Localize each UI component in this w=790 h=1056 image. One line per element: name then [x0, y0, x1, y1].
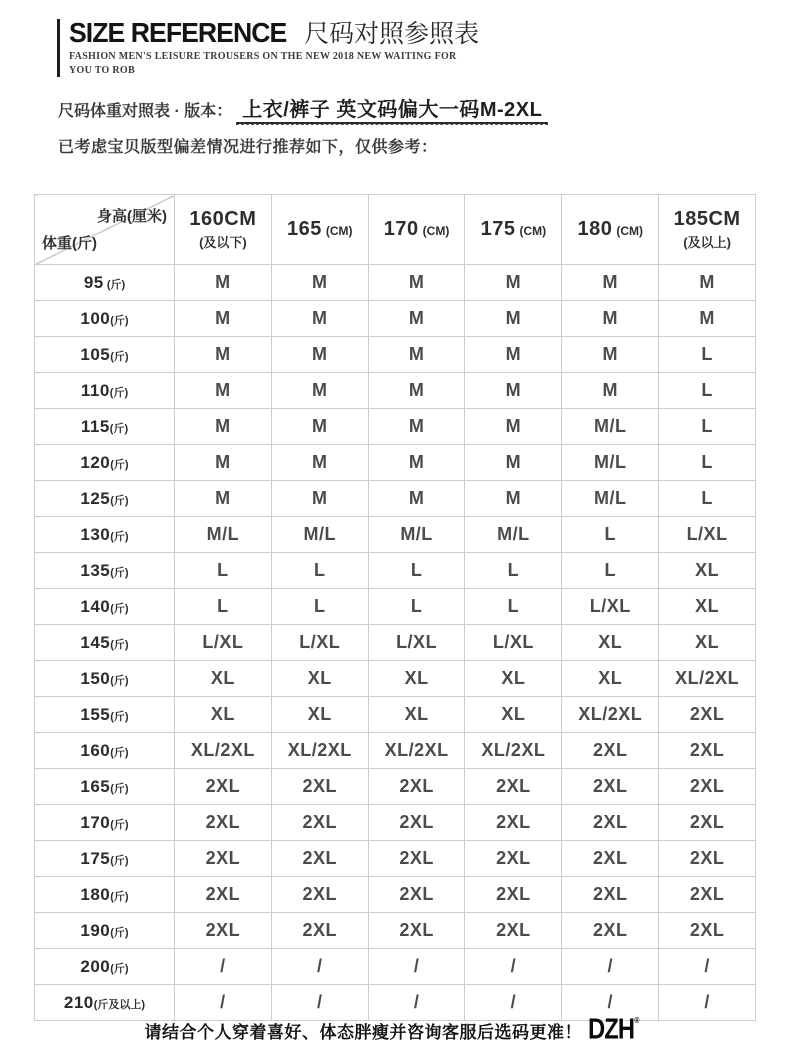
size-cell: L — [659, 445, 756, 481]
size-cell: 2XL — [465, 877, 562, 913]
subtitle-line-1: FASHION MEN'S LEISURE TROUSERS ON THE NEW 2018 NEW WAITING FOR — [69, 51, 457, 62]
size-cell: M/L — [562, 481, 659, 517]
size-cell: M — [562, 301, 659, 337]
weight-label: 200(斤) — [35, 949, 175, 985]
table-row — [35, 913, 756, 949]
size-cell: M — [271, 409, 368, 445]
size-cell: 2XL — [368, 913, 465, 949]
size-cell: L — [465, 589, 562, 625]
size-cell: M/L — [175, 517, 272, 553]
size-cell: 2XL — [175, 805, 272, 841]
weight-label: 110(斤) — [35, 373, 175, 409]
footer-note: 请结合个人穿着喜好、体态胖瘦并咨询客服后选码更准！ — [144, 1023, 583, 1042]
size-cell: M — [368, 409, 465, 445]
size-cell: XL — [271, 697, 368, 733]
size-cell: L/XL — [562, 589, 659, 625]
height-column-header: 175 (CM) — [465, 195, 562, 265]
size-cell: XL — [368, 697, 465, 733]
page-title-cn: 尺码对照参照表 — [304, 20, 480, 48]
size-cell: XL — [271, 661, 368, 697]
size-cell: / — [562, 985, 659, 1021]
page-title-en: SIZE REFERENCE — [69, 17, 287, 48]
size-cell: XL/2XL — [368, 733, 465, 769]
size-cell: 2XL — [465, 841, 562, 877]
size-cell: 2XL — [465, 805, 562, 841]
size-cell: M — [659, 301, 756, 337]
size-cell: XL — [368, 661, 465, 697]
size-cell: 2XL — [271, 877, 368, 913]
size-cell: L — [271, 589, 368, 625]
size-cell: M — [271, 337, 368, 373]
size-cell: 2XL — [562, 841, 659, 877]
height-column-header: 180 (CM) — [562, 195, 659, 265]
size-cell: / — [368, 949, 465, 985]
table-row — [35, 265, 756, 301]
size-cell: M — [271, 445, 368, 481]
size-cell: 2XL — [368, 877, 465, 913]
weight-label: 160(斤) — [35, 733, 175, 769]
size-cell: M — [465, 373, 562, 409]
size-cell: / — [465, 949, 562, 985]
size-cell: M — [562, 373, 659, 409]
size-cell: M/L — [562, 409, 659, 445]
weight-label: 100(斤) — [35, 301, 175, 337]
size-cell: XL — [659, 589, 756, 625]
weight-label: 145(斤) — [35, 625, 175, 661]
size-cell: / — [465, 985, 562, 1021]
weight-label: 210(斤及以上) — [35, 985, 175, 1021]
table-row — [35, 373, 756, 409]
size-cell: L — [175, 553, 272, 589]
weight-label: 175(斤) — [35, 841, 175, 877]
height-column-header: 185CM (及以上) — [659, 195, 756, 265]
size-cell: L/XL — [175, 625, 272, 661]
size-cell: 2XL — [368, 769, 465, 805]
table-row — [35, 301, 756, 337]
size-cell: XL/2XL — [465, 733, 562, 769]
registered-mark: ® — [634, 1015, 639, 1025]
size-cell: XL — [465, 697, 562, 733]
weight-label: 135(斤) — [35, 553, 175, 589]
table-row — [35, 769, 756, 805]
size-cell: M — [659, 265, 756, 301]
version-value-underline — [236, 93, 548, 125]
size-cell: 2XL — [659, 841, 756, 877]
size-cell: XL/2XL — [271, 733, 368, 769]
size-cell: M — [271, 481, 368, 517]
version-value: 上衣/裤子 英文码偏大一码M-2XL — [236, 99, 548, 124]
height-column-header: 165 (CM) — [271, 195, 368, 265]
size-cell: M — [175, 301, 272, 337]
size-cell: L — [659, 481, 756, 517]
corner-cell — [35, 195, 175, 265]
size-cell: XL — [562, 625, 659, 661]
height-column-header: 160CM (及以下) — [175, 195, 272, 265]
size-cell: M — [271, 373, 368, 409]
size-cell: XL — [175, 697, 272, 733]
size-cell: 2XL — [368, 805, 465, 841]
size-cell: L/XL — [271, 625, 368, 661]
size-cell: M — [562, 265, 659, 301]
footer — [0, 1015, 790, 1046]
size-cell: 2XL — [271, 841, 368, 877]
size-cell: M — [368, 445, 465, 481]
size-cell: 2XL — [659, 769, 756, 805]
corner-weight-label: 体重(斤) — [42, 235, 97, 252]
size-cell: 2XL — [562, 805, 659, 841]
table-row — [35, 409, 756, 445]
table-row — [35, 697, 756, 733]
size-cell: L — [659, 337, 756, 373]
size-cell: / — [175, 949, 272, 985]
table-row — [35, 337, 756, 373]
table-row — [35, 553, 756, 589]
size-cell: M/L — [368, 517, 465, 553]
subtitle-line-2: YOU TO ROB — [69, 64, 135, 76]
size-cell: M/L — [465, 517, 562, 553]
size-cell: M — [175, 265, 272, 301]
size-cell: M — [175, 445, 272, 481]
size-cell: L — [271, 553, 368, 589]
size-cell: M — [562, 337, 659, 373]
weight-label: 130(斤) — [35, 517, 175, 553]
size-cell: M — [271, 265, 368, 301]
size-cell: 2XL — [465, 913, 562, 949]
weight-label: 170(斤) — [35, 805, 175, 841]
table-row — [35, 661, 756, 697]
weight-label: 120(斤) — [35, 445, 175, 481]
table-header-row — [35, 195, 756, 265]
size-cell: L/XL — [659, 517, 756, 553]
size-cell: L — [465, 553, 562, 589]
size-cell: M — [368, 301, 465, 337]
size-cell: / — [271, 949, 368, 985]
size-cell: L — [175, 589, 272, 625]
size-cell: M — [465, 301, 562, 337]
size-cell: 2XL — [465, 769, 562, 805]
size-cell: M — [368, 481, 465, 517]
size-cell: 2XL — [659, 733, 756, 769]
size-cell: XL/2XL — [175, 733, 272, 769]
size-cell: 2XL — [562, 913, 659, 949]
weight-label: 115(斤) — [35, 409, 175, 445]
size-cell: XL/2XL — [659, 661, 756, 697]
size-cell: / — [659, 949, 756, 985]
size-cell: 2XL — [659, 913, 756, 949]
size-cell: L — [659, 409, 756, 445]
size-cell: 2XL — [368, 841, 465, 877]
size-cell: / — [368, 985, 465, 1021]
weight-label: 155(斤) — [35, 697, 175, 733]
table-row — [35, 589, 756, 625]
size-cell: XL — [562, 661, 659, 697]
weight-label: 165(斤) — [35, 769, 175, 805]
size-cell: M — [368, 337, 465, 373]
corner-height-label: 身高(厘米) — [97, 208, 167, 225]
weight-label: 180(斤) — [35, 877, 175, 913]
version-line — [58, 93, 790, 125]
size-cell: 2XL — [271, 913, 368, 949]
table-row — [35, 445, 756, 481]
size-cell: 2XL — [175, 913, 272, 949]
size-cell: XL — [659, 625, 756, 661]
page-title — [69, 19, 479, 47]
size-cell: 2XL — [659, 877, 756, 913]
table-row — [35, 625, 756, 661]
size-cell: M — [175, 409, 272, 445]
size-cell: 2XL — [659, 697, 756, 733]
size-cell: XL — [465, 661, 562, 697]
size-cell: / — [175, 985, 272, 1021]
size-cell: 2XL — [175, 841, 272, 877]
size-cell: M — [368, 265, 465, 301]
table-row — [35, 481, 756, 517]
weight-label: 140(斤) — [35, 589, 175, 625]
size-cell: M — [465, 481, 562, 517]
size-cell: 2XL — [659, 805, 756, 841]
table-row — [35, 517, 756, 553]
size-cell: XL/2XL — [562, 697, 659, 733]
weight-label: 105(斤) — [35, 337, 175, 373]
page-subtitle — [69, 50, 479, 77]
size-cell: XL — [175, 661, 272, 697]
size-cell: M — [465, 445, 562, 481]
size-cell: / — [659, 985, 756, 1021]
size-cell: L — [562, 553, 659, 589]
size-cell: 2XL — [562, 733, 659, 769]
size-cell: 2XL — [175, 877, 272, 913]
size-cell: M — [271, 301, 368, 337]
height-column-header: 170 (CM) — [368, 195, 465, 265]
brand-logo: DZH® — [588, 1013, 639, 1045]
size-cell: 2XL — [271, 805, 368, 841]
title-accent-bar — [57, 19, 60, 77]
version-label: 尺码体重对照表 · 版本： — [58, 103, 233, 120]
size-cell: M — [175, 481, 272, 517]
weight-label: 150(斤) — [35, 661, 175, 697]
size-cell: L/XL — [465, 625, 562, 661]
size-cell: 2XL — [175, 769, 272, 805]
size-cell: 2XL — [271, 769, 368, 805]
title-text-group — [69, 19, 479, 77]
size-reference-table — [34, 194, 756, 1021]
size-cell: M — [175, 337, 272, 373]
size-cell: XL — [659, 553, 756, 589]
size-cell: L — [562, 517, 659, 553]
size-cell: L — [368, 553, 465, 589]
weight-label: 95 (斤) — [35, 265, 175, 301]
table-row — [35, 733, 756, 769]
size-cell: L/XL — [368, 625, 465, 661]
size-cell: / — [271, 985, 368, 1021]
weight-label: 125(斤) — [35, 481, 175, 517]
recommendation-note: 已考虑宝贝版型偏差情况进行推荐如下，仅供参考： — [58, 139, 438, 156]
table-row — [35, 949, 756, 985]
size-cell: M/L — [271, 517, 368, 553]
size-cell: / — [562, 949, 659, 985]
size-cell: M — [368, 373, 465, 409]
size-cell: M — [465, 409, 562, 445]
size-cell: M — [175, 373, 272, 409]
size-cell: L — [368, 589, 465, 625]
size-cell: L — [659, 373, 756, 409]
table-row — [35, 805, 756, 841]
size-cell: 2XL — [562, 769, 659, 805]
header — [57, 19, 790, 77]
weight-label: 190(斤) — [35, 913, 175, 949]
size-cell: M — [465, 265, 562, 301]
size-cell: M/L — [562, 445, 659, 481]
table-row — [35, 877, 756, 913]
size-cell: 2XL — [562, 877, 659, 913]
size-cell: M — [465, 337, 562, 373]
table-row — [35, 841, 756, 877]
